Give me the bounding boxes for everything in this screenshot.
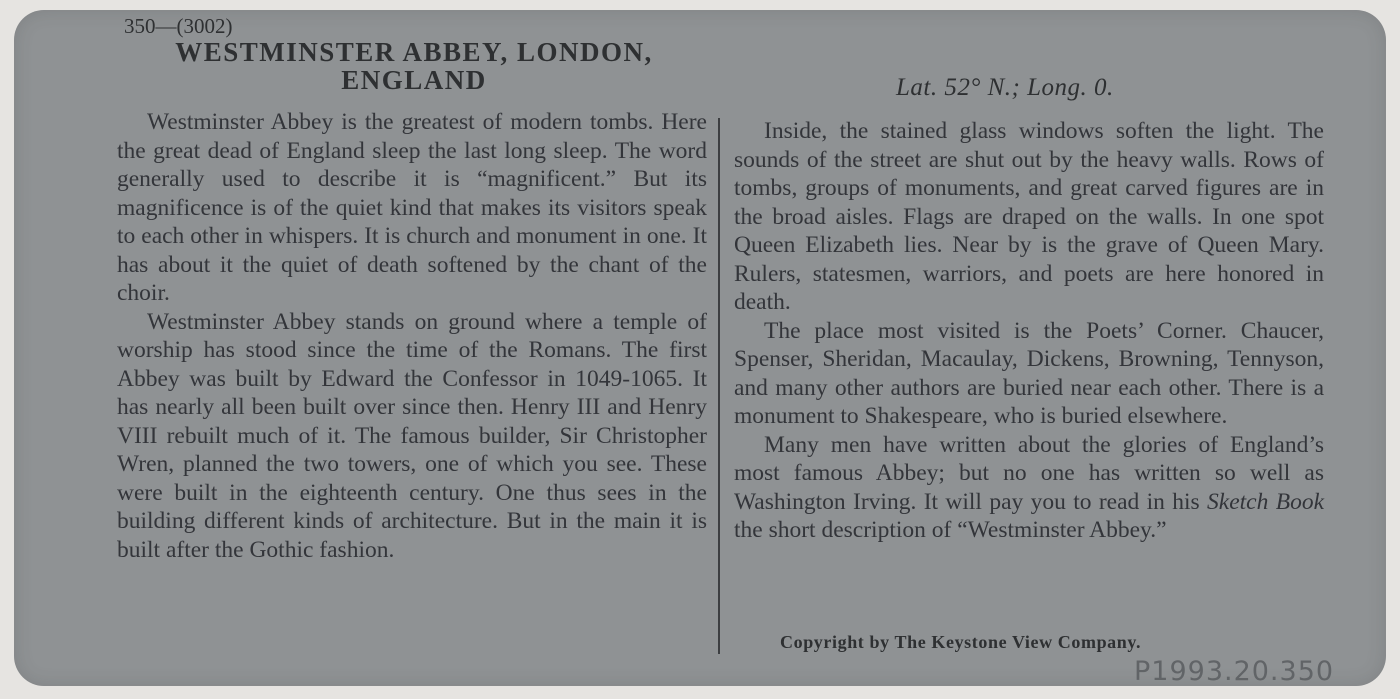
card-title-line2: ENGLAND (341, 65, 487, 95)
sketch-book-title: Sketch Book (1207, 488, 1325, 515)
accession-number: P1993.20.350 (1134, 656, 1335, 687)
stereograph-card-back (14, 10, 1386, 686)
right-paragraph-1: Inside, the stained glass windows soften the light. The sounds of the street are shut out by the heavy walls. Rows of tombs, groups of monuments, and great carved figures are in the broad aisles. Flags are draped on the walls. In one spot Queen Elizabeth lies. Near by is the grave of Queen Mary. Rulers, statesmen, warriors, and poets are here honored in death. (734, 118, 1324, 315)
column-divider (718, 118, 720, 654)
right-column (734, 117, 1324, 545)
lat-long: Lat. 52° N.; Long. 0. (896, 74, 1114, 101)
right-paragraph-3 (734, 431, 1324, 545)
card-title (114, 38, 714, 94)
right-paragraph-2: The place most visited is the Poets’ Corner. Chaucer, Spenser, Sheridan, Macaulay, Dickens, Browning, Tennyson, and many other authors are buried near each other. There is a monument to Shakespeare, who is buried elsewhere. (734, 317, 1324, 429)
copyright-line: Copyright by The Keystone View Company. (780, 632, 1142, 652)
right-paragraph-3-text-a: Many men have written about the glories of England’s most famous Abbey; but no one has written so well as Washington Irving. It will pay you to read in his (734, 431, 1324, 515)
left-column (117, 108, 707, 564)
left-paragraph-2: Westminster Abbey stands on ground where a temple of worship has stood since the time of the Romans. The first Abbey was built by Edward the Confessor in 1049-1065. It has nearly all been built over since then. Henry III and Henry VIII rebuilt much of it. The famous builder, Sir Christopher Wren, planned the two towers, one of which you see. These were built in the eighteenth century. One thus sees in the building different kinds of architecture. But in the main it is built after the Gothic fashion. (117, 308, 707, 563)
left-paragraph-1: Westminster Abbey is the greatest of modern tombs. Here the great dead of England sleep the last long sleep. The word generally used to describe it is “magnificent.” But its magnificence is of the quiet kind that makes its visitors speak to each other in whispers. It is church and monument in one. It has about it the quiet of death softened by the chant of the choir. (117, 109, 707, 306)
right-paragraph-3-text-b: the short description of “Westminster Abbey.” (734, 517, 1167, 543)
card-title-line1: WESTMINSTER ABBEY, LONDON, (175, 37, 653, 67)
catalog-number: 350—(3002) (124, 14, 233, 38)
